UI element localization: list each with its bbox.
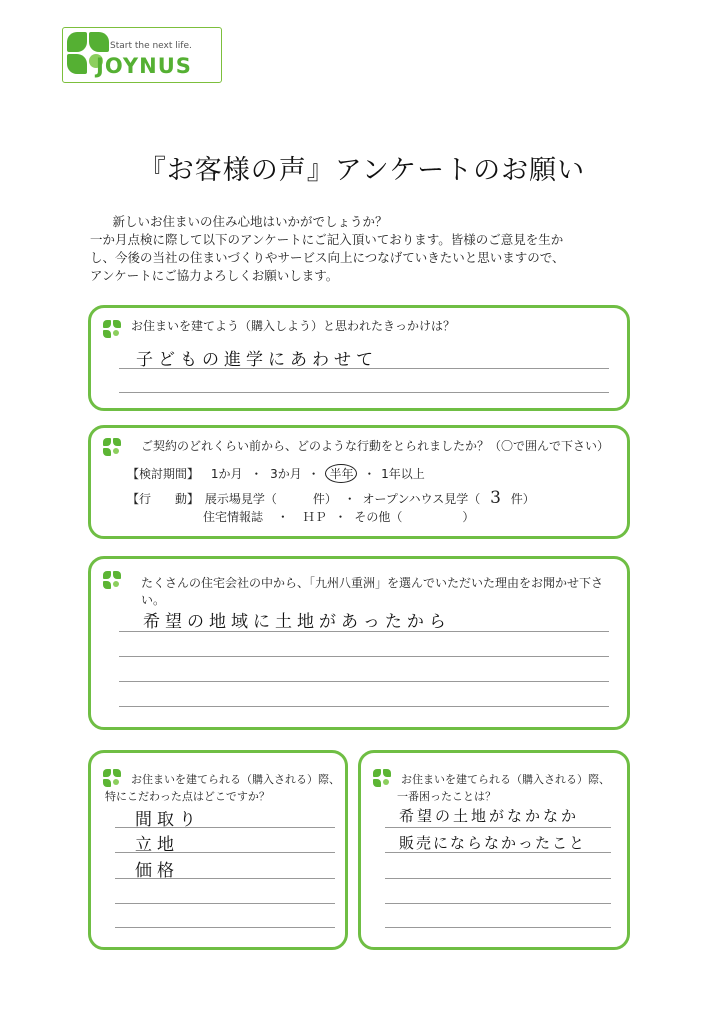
period-selected: 半年: [325, 464, 357, 483]
q2-period-row: [127, 464, 425, 483]
q2-box: [88, 425, 630, 539]
page-title: 『お客様の声』アンケートのお願い: [138, 155, 586, 186]
q4-answer: 価格: [135, 861, 179, 881]
action-label: 【行 動】: [127, 492, 200, 506]
separator: ・: [276, 510, 289, 524]
q5-question-line2: 一番困ったことは？: [397, 790, 496, 803]
clover-icon: [103, 769, 121, 787]
q1-answer: 子どもの進学にあわせて: [136, 350, 378, 370]
answer-line: [385, 827, 611, 828]
q1-question: お住まいを建てよう（購入しよう）と思われたきっかけは？: [131, 319, 456, 333]
logo-clover-icon: [67, 32, 87, 52]
action-magazine: 住宅情報誌: [203, 510, 264, 524]
q4-question-line2: 特にこだわった点はどこですか？: [105, 790, 270, 803]
answer-line: [115, 927, 335, 928]
q5-answer: 販売にならなかったこと: [399, 834, 587, 852]
clover-icon: [103, 571, 121, 589]
clover-icon: [103, 320, 121, 338]
answer-line: [385, 927, 611, 928]
answer-line: [119, 706, 609, 707]
period-label: 【検討期間】: [127, 467, 200, 481]
q3-box: [88, 556, 630, 730]
separator: ・: [363, 467, 376, 481]
logo-brand: JOYNUS: [96, 54, 192, 78]
q4-answer: 間取り: [135, 810, 201, 830]
answer-line: [385, 903, 611, 904]
clover-icon: [373, 769, 391, 787]
q4-answer: 立地: [135, 835, 179, 855]
separator: ・: [250, 467, 263, 481]
answer-line: [119, 392, 609, 393]
answer-line: [115, 903, 335, 904]
intro-line: アンケートにご協力よろしくお願いします。: [90, 268, 339, 283]
q2-action-row2: [203, 508, 474, 525]
q3-answer: 希望の地域に土地があったから: [143, 612, 451, 632]
separator: ・: [343, 492, 356, 506]
logo-tagline: Start the next life.: [110, 41, 192, 51]
intro-line: 新しいお住まいの住み心地はいかがでしょうか？: [100, 214, 388, 229]
period-option: 1年以上: [381, 467, 425, 481]
q1-box: [88, 305, 630, 411]
answer-line: [115, 878, 335, 879]
action-hp: ＨＰ: [302, 510, 327, 524]
intro-text: [90, 213, 660, 285]
answer-line: [119, 368, 609, 369]
q5-box: [358, 750, 630, 950]
answer-line: [385, 852, 611, 853]
answer-line: [119, 631, 609, 632]
intro-line: し、今後の当社の住まいづくりやサービス向上につなげていきたいと思いますので、: [90, 250, 565, 265]
openhouse-count: 3: [490, 488, 501, 508]
answer-line: [115, 827, 335, 828]
separator: ・: [307, 467, 320, 481]
answer-line: [119, 656, 609, 657]
q2-action-row: [127, 488, 535, 508]
q5-question-line1: お住まいを建てられる（購入される）際、: [401, 773, 610, 786]
action-other: その他（ ）: [354, 510, 475, 524]
separator: ・: [334, 510, 347, 524]
q5-answer: 希望の土地がなかなか: [399, 807, 580, 825]
answer-line: [385, 878, 611, 879]
action-openhouse: オープンハウス見学（: [362, 492, 481, 506]
clover-icon: [103, 438, 121, 456]
q4-box: [88, 750, 348, 950]
action-showroom: 展示場見学（ 件）: [204, 492, 337, 506]
q4-question-line1: お住まいを建てられる（購入される）際、: [131, 773, 340, 786]
q2-question: ご契約のどれくらい前から、どのような行動をとられましたか？（〇で囲んで下さい）: [141, 439, 610, 453]
period-option: 3か月: [270, 467, 302, 481]
action-openhouse-end: 件）: [510, 492, 535, 506]
period-option: 1か月: [210, 467, 243, 481]
intro-line: 一か月点検に際して以下のアンケートにご記入頂いております。皆様のご意見を生か: [90, 232, 564, 247]
answer-line: [119, 681, 609, 682]
answer-line: [115, 852, 335, 853]
q3-question: たくさんの住宅会社の中から、「九州八重洲」を選んでいただいた理由をお聞かせ下さい。: [141, 576, 604, 607]
